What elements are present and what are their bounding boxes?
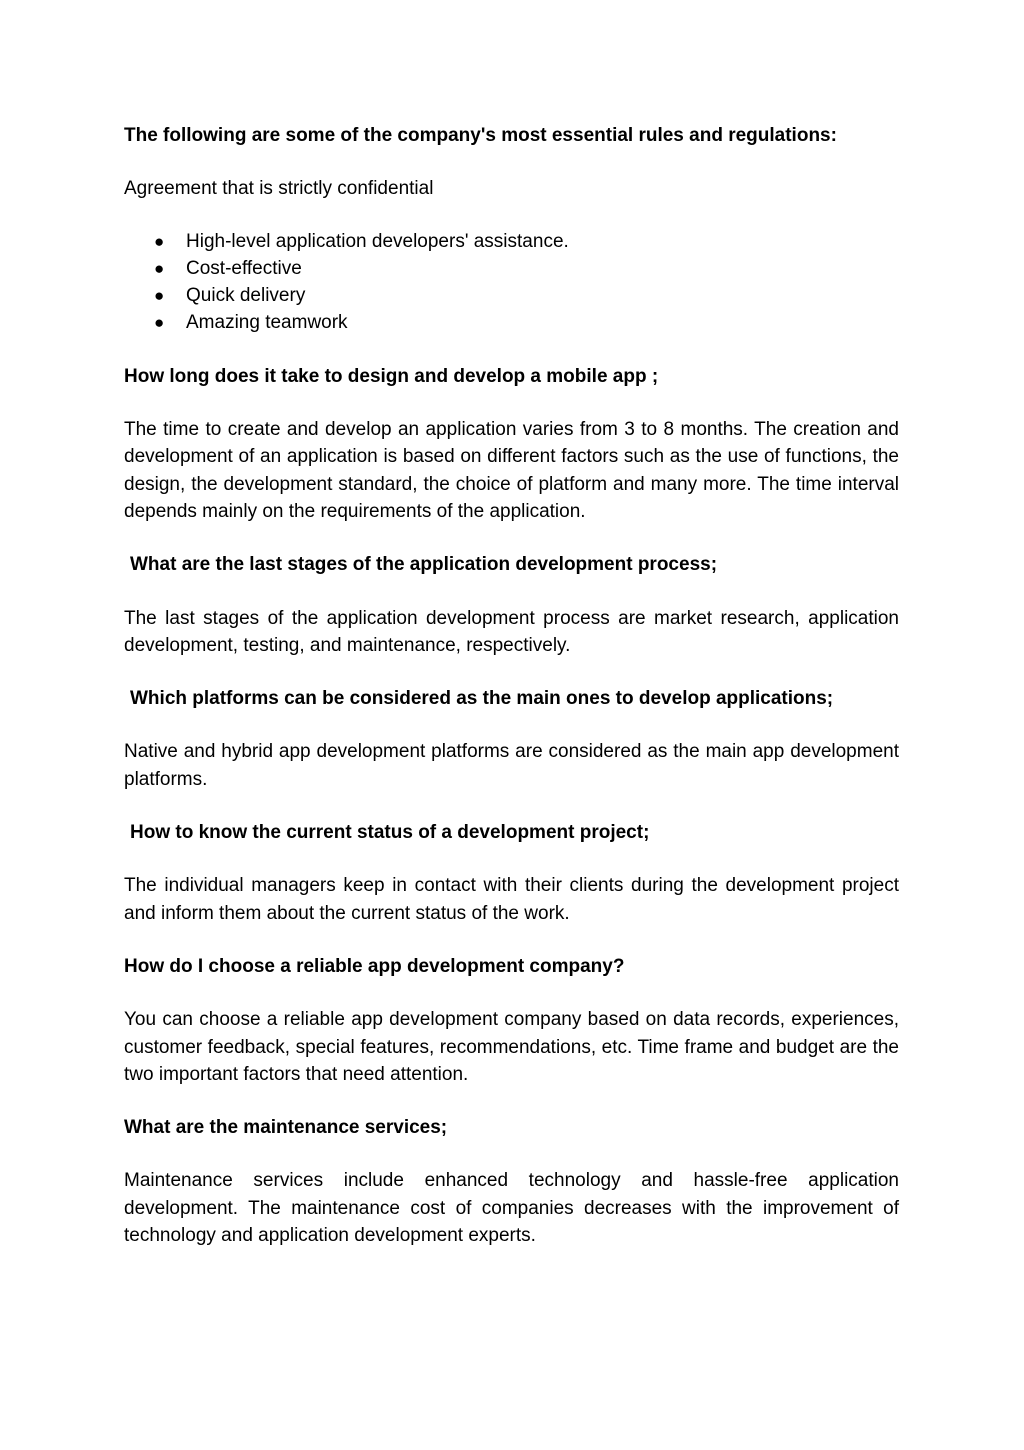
section-body-choose-company: You can choose a reliable app development company based on data records, experiences, customer feedback, special features, recommendations, etc. Time frame and budget are the two important factors that need attention.: [124, 1009, 899, 1085]
spacer: [124, 846, 899, 872]
spacer: [124, 579, 899, 605]
spacer: [124, 203, 899, 228]
list-item-text: Cost-effective: [186, 257, 302, 279]
bullet-icon: ●: [154, 258, 165, 278]
spacer: [124, 712, 899, 738]
bullet-icon: ●: [154, 231, 165, 251]
section-heading-last-stages: What are the last stages of the application development process;: [130, 554, 718, 576]
list-item-text: Amazing teamwork: [186, 312, 348, 334]
spacer: [124, 793, 899, 819]
list-item-text: Quick delivery: [186, 285, 306, 307]
spacer: [124, 980, 899, 1006]
list-item: [124, 228, 899, 255]
rules-heading: The following are some of the company's most essential rules and regulations:: [124, 125, 837, 146]
spacer: [124, 659, 899, 685]
spacer: [124, 390, 899, 416]
section-heading-maintenance: What are the maintenance services;: [124, 1117, 448, 1139]
section-body-platforms: Native and hybrid app development platforms are considered as the main app development platforms.: [124, 741, 899, 790]
section-body-last-stages: The last stages of the application development process are market research, application development, testing, and maintenance, respectively.: [124, 607, 899, 656]
confidential-agreement-text: Agreement that is strictly confidential: [124, 178, 434, 200]
section-heading-app-timeline: How long does it take to design and develop a mobile app ;: [124, 365, 659, 387]
list-item-text: High-level application developers' assistance.: [186, 230, 569, 252]
bullet-icon: ●: [154, 313, 165, 333]
list-item: [124, 282, 899, 309]
list-item: [124, 309, 899, 336]
spacer: [124, 525, 899, 551]
spacer: [124, 1141, 899, 1167]
spacer: [124, 337, 899, 363]
spacer: [124, 149, 899, 175]
section-body-app-timeline: The time to create and develop an application varies from 3 to 8 months. The creation and development of an application is based on different factors such as the use of functions, the design, the development standard, the choice of platform and many more. The time interval depends mainly on the requirements of the application.: [124, 419, 899, 522]
section-heading-project-status: How to know the current status of a development project;: [130, 822, 650, 844]
bullet-icon: ●: [154, 286, 165, 306]
section-body-project-status: The individual managers keep in contact with their clients during the development project and inform them about the current status of the work.: [124, 875, 899, 924]
section-heading-choose-company: How do I choose a reliable app development company?: [124, 955, 625, 977]
features-list: [124, 228, 899, 337]
spacer: [124, 927, 899, 953]
section-body-maintenance: Maintenance services include enhanced technology and hassle-free application development. The maintenance cost of companies decreases with the improvement of technology and application development experts.: [124, 1170, 899, 1247]
document-body: [124, 122, 899, 1249]
list-item: [124, 255, 899, 282]
section-heading-platforms: Which platforms can be considered as the main ones to develop applications;: [130, 688, 834, 710]
spacer: [124, 1088, 899, 1114]
